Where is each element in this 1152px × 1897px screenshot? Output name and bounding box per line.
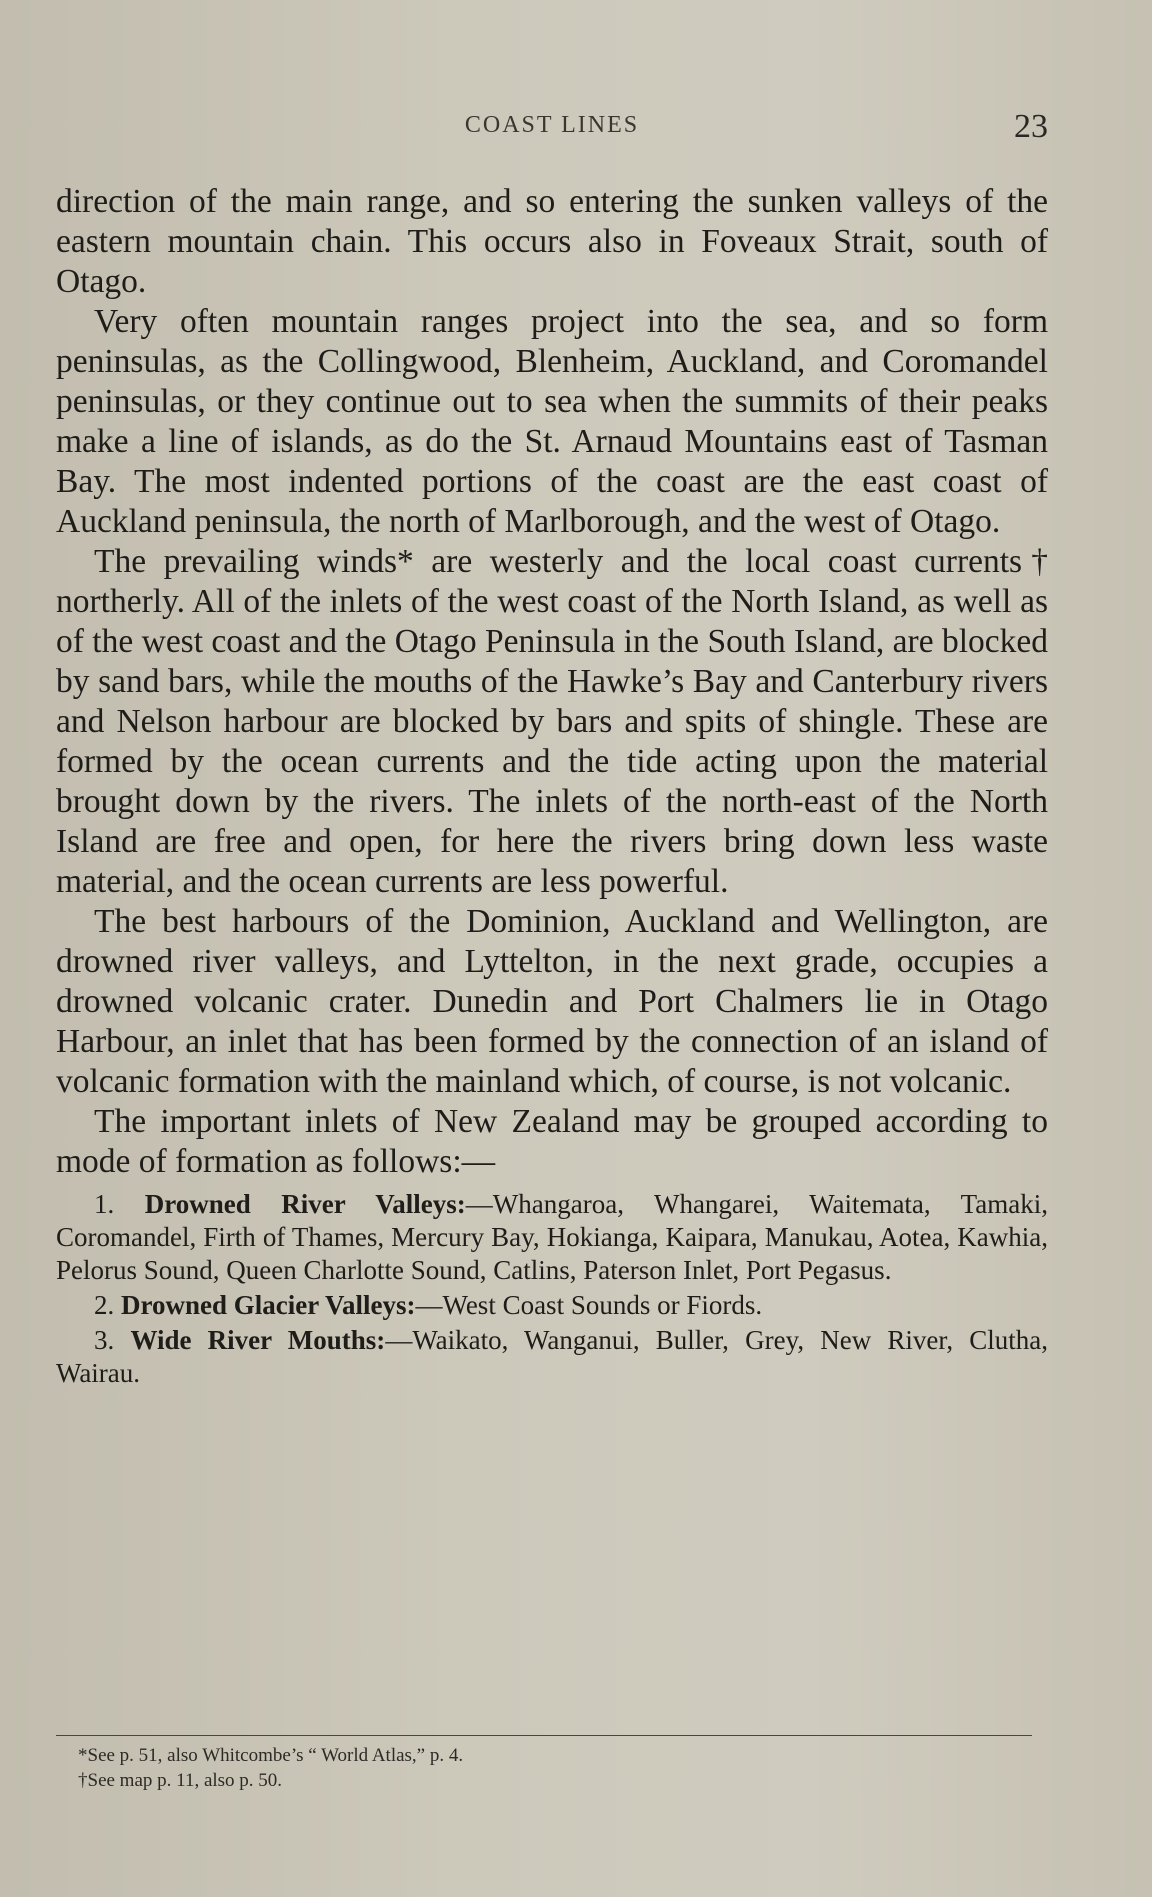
list-item	[56, 1289, 1048, 1322]
inlet-list	[56, 1188, 1048, 1390]
list-term: Drowned Glacier Valleys:	[121, 1290, 416, 1320]
running-head	[56, 108, 1048, 148]
list-item	[56, 1188, 1048, 1287]
paragraph-winds-currents: The prevailing winds* are westerly and the local coast currents† northerly. All of the inlets of the west coast of the North Island, as well as of the west coast and the Otago Peninsula in the South Island, are blocked by sand bars, while the mouths of the Hawke’s Bay and Canterbury rivers and Nelson harbour are blocked by bars and spits of shingle. These are formed by the ocean currents and the tide acting upon the material brought down by the rivers. The inlets of the north-east of the North Island are free and open, for here the rivers bring down less waste material, and the ocean currents are less powerful.	[56, 543, 1048, 900]
list-number: 1.	[94, 1189, 115, 1219]
list-text: —Waikato, Wanganui, Buller, Grey, New River, Clutha, Wairau.	[56, 1325, 1049, 1388]
footnotes	[56, 1735, 1032, 1793]
footnote-currents: †See map p. 11, also p. 50.	[78, 1770, 283, 1791]
footnote-winds: *See p. 51, also Whitcombe’s “ World Atlas,” p. 4.	[78, 1745, 464, 1766]
list-text: —Whangaroa, Whangarei, Waitemata, Tamaki, Coromandel, Firth of Thames, Mercury Bay, Hokianga, Kaipara, Manukau, Aotea, Kawhia, Pelorus Sound, Queen Charlotte Sound, Catlins, Paterson Inlet, Port Pegasus.	[56, 1189, 1048, 1285]
list-text: —West Coast Sounds or Fiords.	[415, 1290, 763, 1320]
list-number: 3.	[94, 1325, 115, 1355]
page-number: 23	[1014, 108, 1048, 145]
paragraph-continuation: direction of the main range, and so entering the sunken valleys of the eastern mountain chain. This occurs also in Foveaux Strait, south of Otago.	[56, 183, 1048, 300]
list-term: Drowned River Valleys:	[144, 1189, 466, 1219]
list-number: 2.	[94, 1290, 115, 1320]
paragraph-inlets-intro: The important inlets of New Zealand may be grouped according to mode of formation as follows:—	[56, 1103, 1048, 1180]
list-item	[56, 1324, 1048, 1390]
running-title: COAST LINES	[464, 112, 640, 138]
paragraph-harbours: The best harbours of the Dominion, Auckland and Wellington, are drowned river valleys, and Lyttelton, in the next grade, occupies a drowned volcanic crater. Dunedin and Port Chalmers lie in Otago Harbour, an inlet that has been formed by the connection of an island of volcanic formation with the mainland which, of course, is not volcanic.	[56, 903, 1048, 1100]
footnote-rule	[56, 1735, 1032, 1736]
body-text	[56, 182, 1048, 1392]
list-term: Wide River Mouths:	[130, 1325, 386, 1355]
paragraph-peninsulas: Very often mountain ranges project into the sea, and so form peninsulas, as the Collingwood, Blenheim, Auckland, and Coromandel peninsulas, or they continue out to sea when the summits of their peaks make a line of islands, as do the St. Arnaud Mountains east of Tasman Bay. The most indented portions of the coast are the east coast of Auckland peninsula, the north of Marlborough, and the west of Otago.	[56, 303, 1048, 540]
